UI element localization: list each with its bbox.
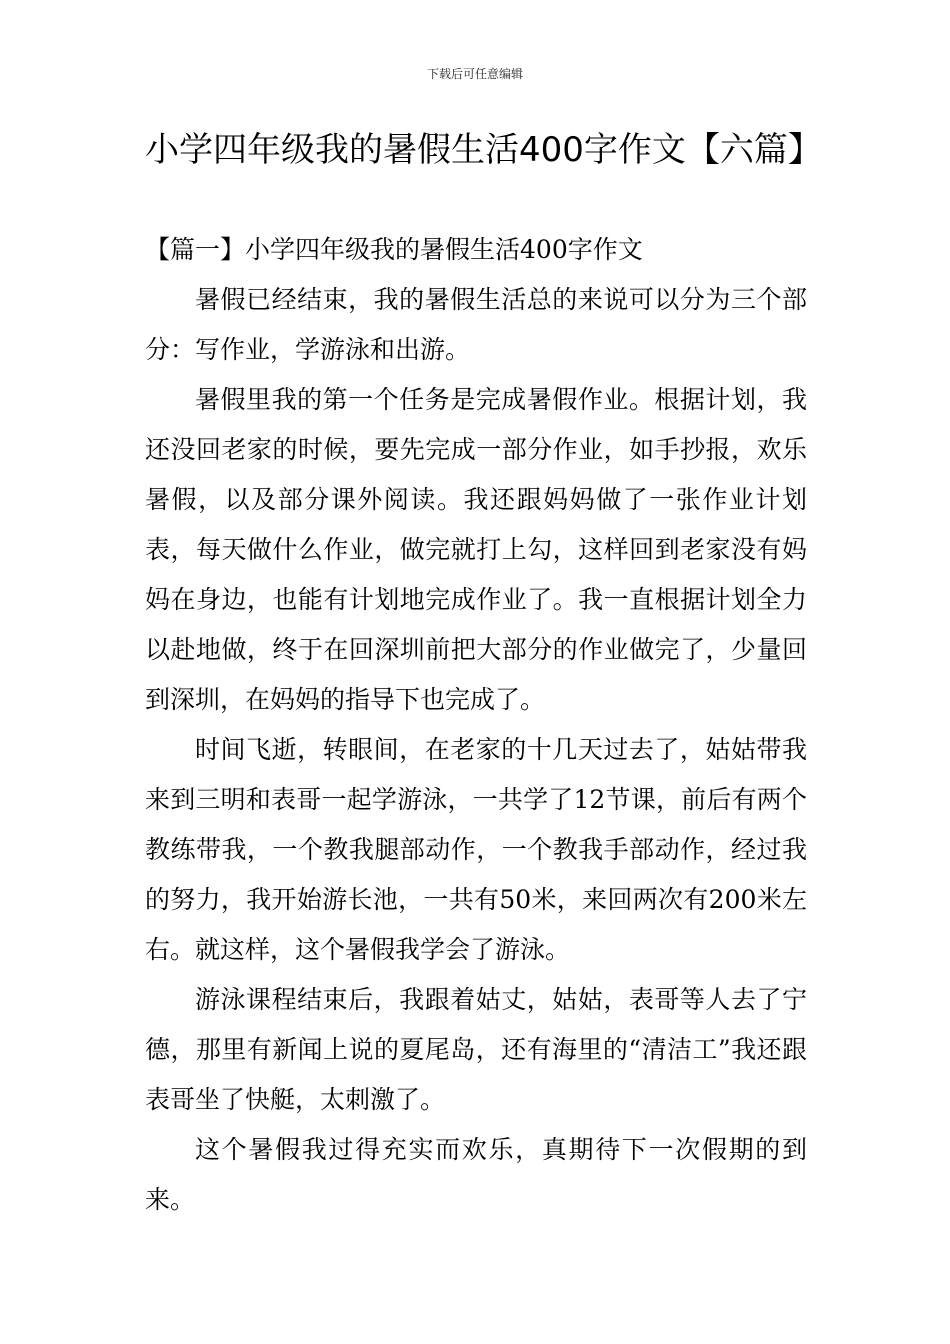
paragraph-2: 暑假里我的第一个任务是完成暑假作业。根据计划，我还没回老家的时候，要先完成一部分作业，如手抄报，欢乐暑假，以及部分课外阅读。我还跟妈妈做了一张作业计划表，每天做什么作业，做完就打上勾，这样回到老家没有妈妈在身边，也能有计划地完成作业了。我一直根据计划全力以赴地做，终于在回深圳前把大部分的作业做完了，少量回到深圳，在妈妈的指导下也完成了。 xyxy=(145,385,807,714)
paragraph-1: 暑假已经结束，我的暑假生活总的来说可以分为三个部分：写作业，学游泳和出游。 xyxy=(145,285,807,364)
paragraph-3: 时间飞逝，转眼间，在老家的十几天过去了，姑姑带我来到三明和表哥一起学游泳，一共学了12节课，前后有两个教练带我，一个教我腿部动作，一个教我手部动作，经过我的努力，我开始游长池，一共有50米，来回两次有200米左右。就这样，这个暑假我学会了游泳。 xyxy=(145,735,807,964)
paragraph-4: 游泳课程结束后，我跟着姑丈，姑姑，表哥等人去了宁德，那里有新闻上说的夏尾岛，还有海里的“清洁工”我还跟表哥坐了快艇，太刺激了。 xyxy=(145,985,807,1114)
paragraph-5: 这个暑假我过得充实而欢乐，真期待下一次假期的到来。 xyxy=(145,1135,807,1214)
section-heading: 【篇一】小学四年级我的暑假生活400字作文 xyxy=(145,235,643,264)
page-header: 下载后可任意编辑 xyxy=(426,67,523,81)
document-title: 小学四年级我的暑假生活400字作文【六篇】 xyxy=(145,130,822,170)
document-body xyxy=(145,225,807,1225)
